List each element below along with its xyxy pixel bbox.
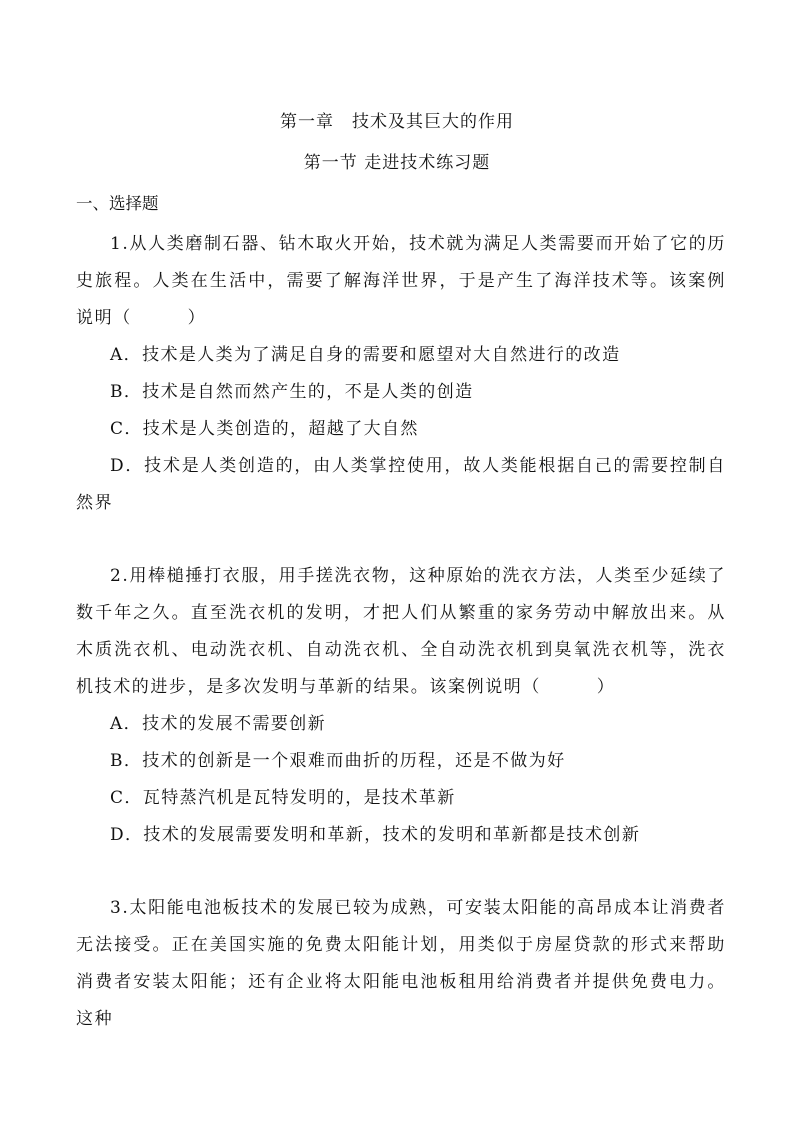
question-1 [76, 226, 726, 522]
option-d: D．技术是人类创造的，由人类掌控使用，故人类能根据自己的需要控制自然界 [76, 456, 726, 513]
option-a: A．技术的发展不需要创新 [110, 714, 327, 734]
option-c: C．技术是人类创造的，超越了大自然 [110, 419, 419, 439]
option-a: A．技术是人类为了满足自身的需要和愿望对大自然进行的改造 [110, 345, 621, 365]
question-stem: 2.用棒槌捶打衣服，用手搓洗衣物，这种原始的洗衣方法，人类至少延续了数千年之久。直至洗衣机的发明，才把人们从繁重的家务劳动中解放出来。从木质洗衣机、电动洗衣机、自动洗衣机、全自动洗衣机到臭氧洗衣机等，洗衣机技术的进步，是多次发明与革新的结果。该案例说明（ ） [76, 566, 726, 697]
option-c: C．瓦特蒸汽机是瓦特发明的，是技术革新 [110, 788, 456, 808]
section-title: 第一节 走进技术练习题 [303, 153, 491, 173]
option-d: D．技术的发展需要发明和革新，技术的发明和革新都是技术创新 [110, 825, 641, 845]
question-2 [76, 558, 726, 854]
option-b: B．技术是自然而然产生的，不是人类的创造 [110, 382, 474, 402]
option-b: B．技术的创新是一个艰难而曲折的历程，还是不做为好 [110, 751, 566, 771]
question-stem: 1.从人类磨制石器、钻木取火开始，技术就为满足人类需要而开始了它的历史旅程。人类在生活中，需要了解海洋世界，于是产生了海洋技术等。该案例说明（ ） [76, 234, 726, 328]
part-heading: 一、选择题 [76, 194, 159, 213]
chapter-title: 第一章 技术及其巨大的作用 [280, 112, 514, 132]
question-3 [76, 890, 726, 1038]
question-stem: 3.太阳能电池板技术的发展已较为成熟，可安装太阳能的高昂成本让消费者无法接受。正在美国实施的免费太阳能计划，用类似于房屋贷款的形式来帮助消费者安装太阳能；还有企业将太阳能电池板租用给消费者并提供免费电力。这种 [76, 898, 726, 1029]
